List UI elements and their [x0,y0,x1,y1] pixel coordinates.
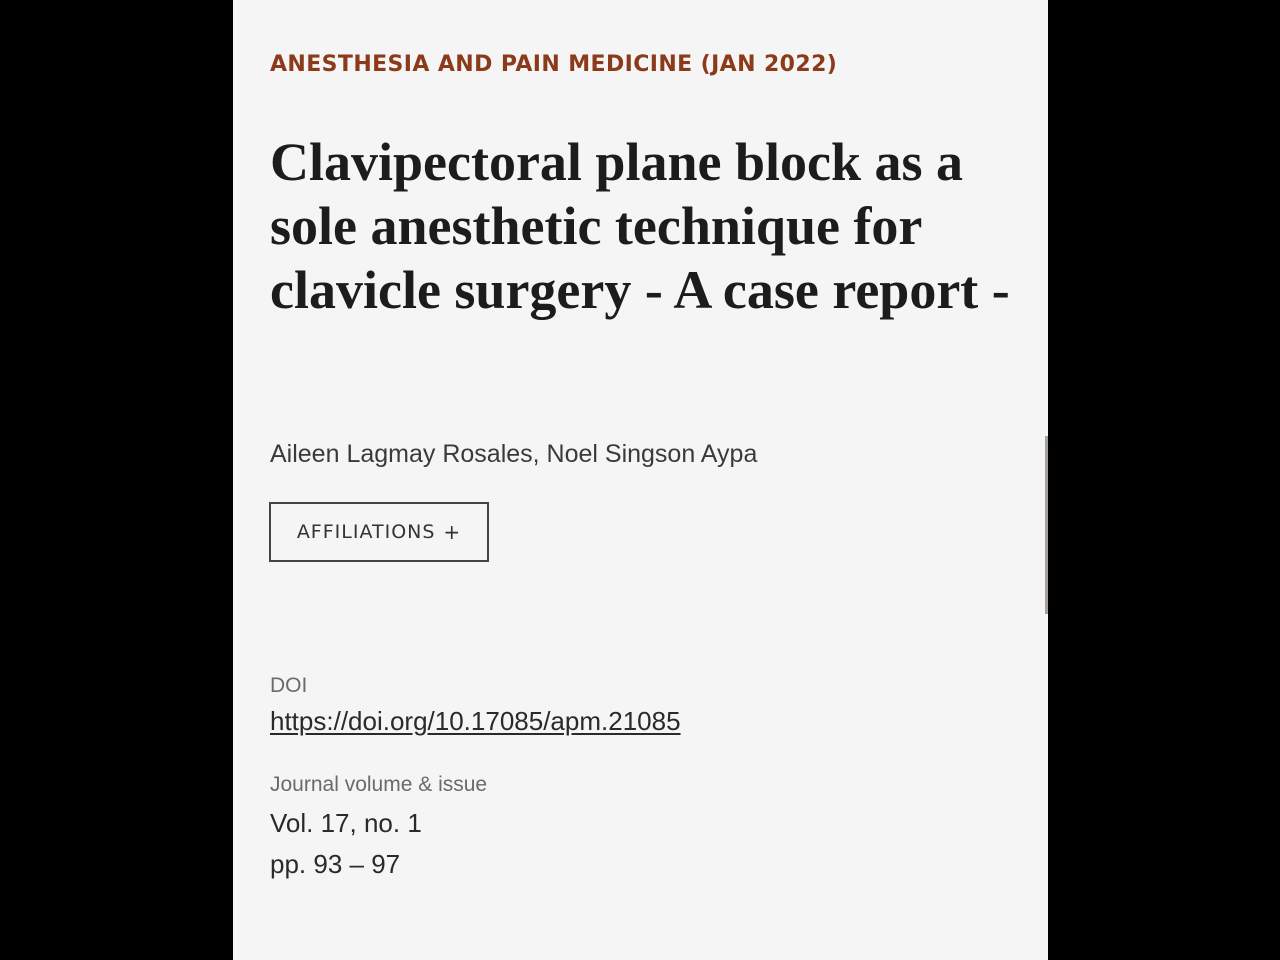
plus-icon: + [443,520,462,544]
article-title: Clavipectoral plane block as a sole anesthetic technique for clavicle surgery - A case report - [270,132,1010,320]
page-range: pp. 93 – 97 [270,849,401,879]
doi-label: DOI [270,674,308,697]
journal-name: ANESTHESIA AND PAIN MEDICINE (JAN 2022) [270,52,838,77]
scroll-edge-indicator [1045,436,1048,614]
volume-issue-value: Vol. 17, no. 1 [270,808,422,838]
article-card [233,0,1048,960]
affiliations-button-label: AFFILIATIONS [296,521,436,543]
volume-issue-label: Journal volume & issue [270,773,488,796]
author-list: Aileen Lagmay Rosales, Noel Singson Aypa [270,440,758,468]
affiliations-button[interactable] [269,502,489,562]
doi-link[interactable]: https://doi.org/10.17085/apm.21085 [270,706,681,736]
